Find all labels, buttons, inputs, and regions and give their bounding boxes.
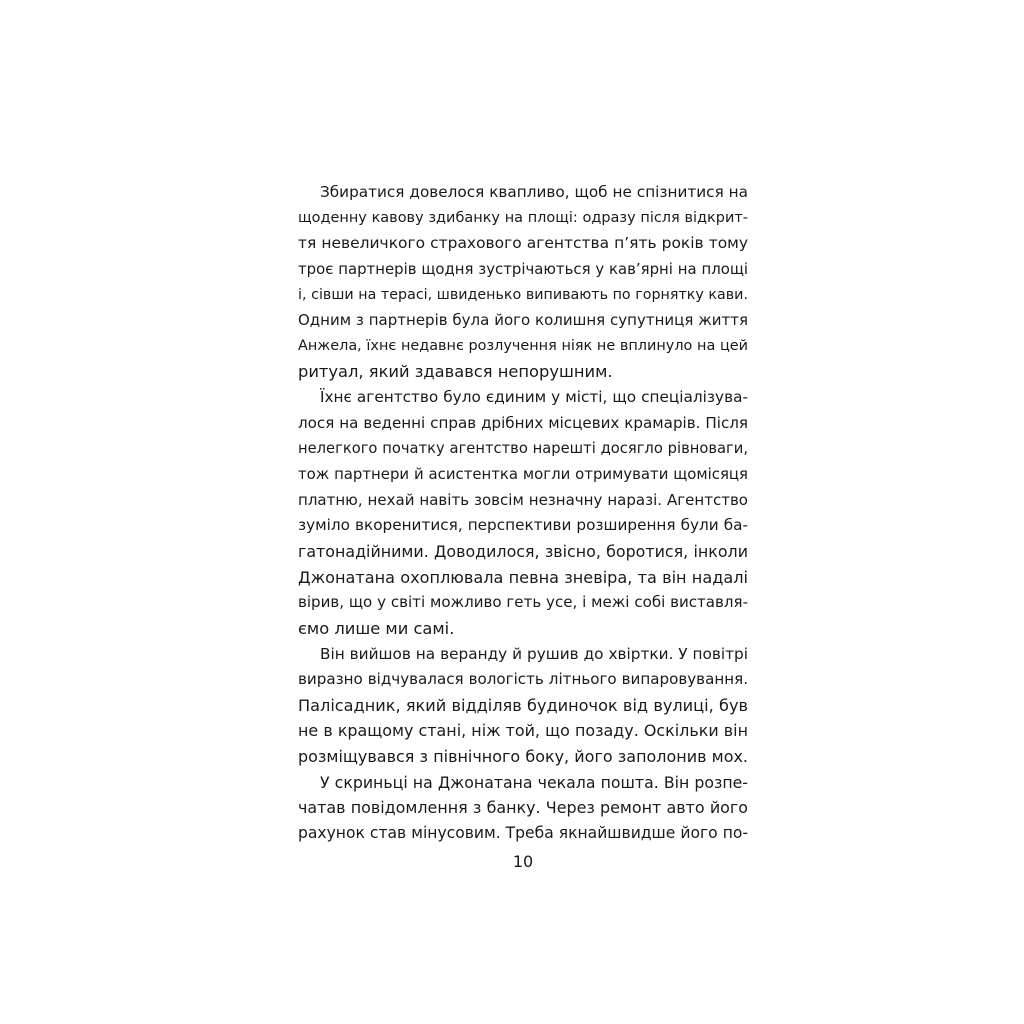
text-line: не в кращому стані, ніж той, що позаду. Оскільки він: [298, 721, 748, 741]
text-line: троє партнерів щодня зустрічаються у кав’ярні на площі: [298, 259, 748, 278]
text-line: Джонатана охоплювала певна зневіра, та він надалі: [298, 567, 748, 587]
text-line: лося на веденні справ дрібних місцевих крамарів. Після: [298, 413, 748, 432]
paragraph-2: [298, 385, 748, 641]
page-number: 10: [512, 852, 534, 871]
text-line: тя невеличкого страхового агентства п’ять років тому: [298, 234, 748, 253]
text-line: розміщувався з північного боку, його заполонив мох.: [298, 747, 748, 767]
text-line: Палісадник, який відділяв будиночок від вулиці, був: [298, 695, 748, 715]
text-line: і, сівши на терасі, швиденько випивають по горнятку кави.: [298, 286, 748, 303]
body-text: [298, 180, 748, 847]
text-line: Їхнє агентство було єдиним у місті, що спеціалізува-: [320, 388, 748, 407]
text-line: вірив, що у світі можливо геть усе, і межі собі виставля-: [298, 593, 748, 612]
text-line: У скриньці на Джонатана чекала пошта. Він розпе-: [320, 772, 748, 792]
text-line: виразно відчувалася вологість літнього випаровування.: [298, 670, 748, 689]
text-line: чатав повідомлення з банку. Через ремонт авто його: [298, 798, 748, 818]
text-line: Анжела, їхнє недавнє розлучення ніяк не вплинуло на цей: [298, 337, 748, 354]
text-line: ритуал, який здавався непорушним.: [298, 362, 613, 382]
text-line: платню, нехай навіть зовсім незначну наразі. Агентство: [298, 490, 748, 509]
paragraph-4: [298, 770, 748, 847]
text-line: щоденну кавову здибанку на площі: одразу після відкрит-: [298, 209, 748, 226]
text-line: Він вийшов на веранду й рушив до хвіртки. У повітрі: [320, 644, 748, 663]
text-line: ємо лише ми самі.: [298, 618, 455, 638]
paragraph-3: [298, 642, 748, 770]
text-line: Збиратися довелося квапливо, щоб не спізнитися на: [320, 183, 748, 201]
text-line: тож партнери й асистентка могли отримувати щомісяця: [298, 465, 748, 484]
paragraph-1: [298, 180, 748, 385]
text-line: рахунок став мінусовим. Треба якнайшвидше його по-: [298, 824, 748, 843]
text-line: зуміло вкоренитися, перспективи розширення були ба-: [298, 516, 748, 535]
text-line: гатонадійними. Доводилося, звісно, боротися, інколи: [298, 541, 748, 561]
text-line: Одним з партнерів була його колишня супутниця життя: [298, 311, 748, 330]
text-line: нелегкого початку агентство нарешті досягло рівноваги,: [298, 440, 748, 458]
